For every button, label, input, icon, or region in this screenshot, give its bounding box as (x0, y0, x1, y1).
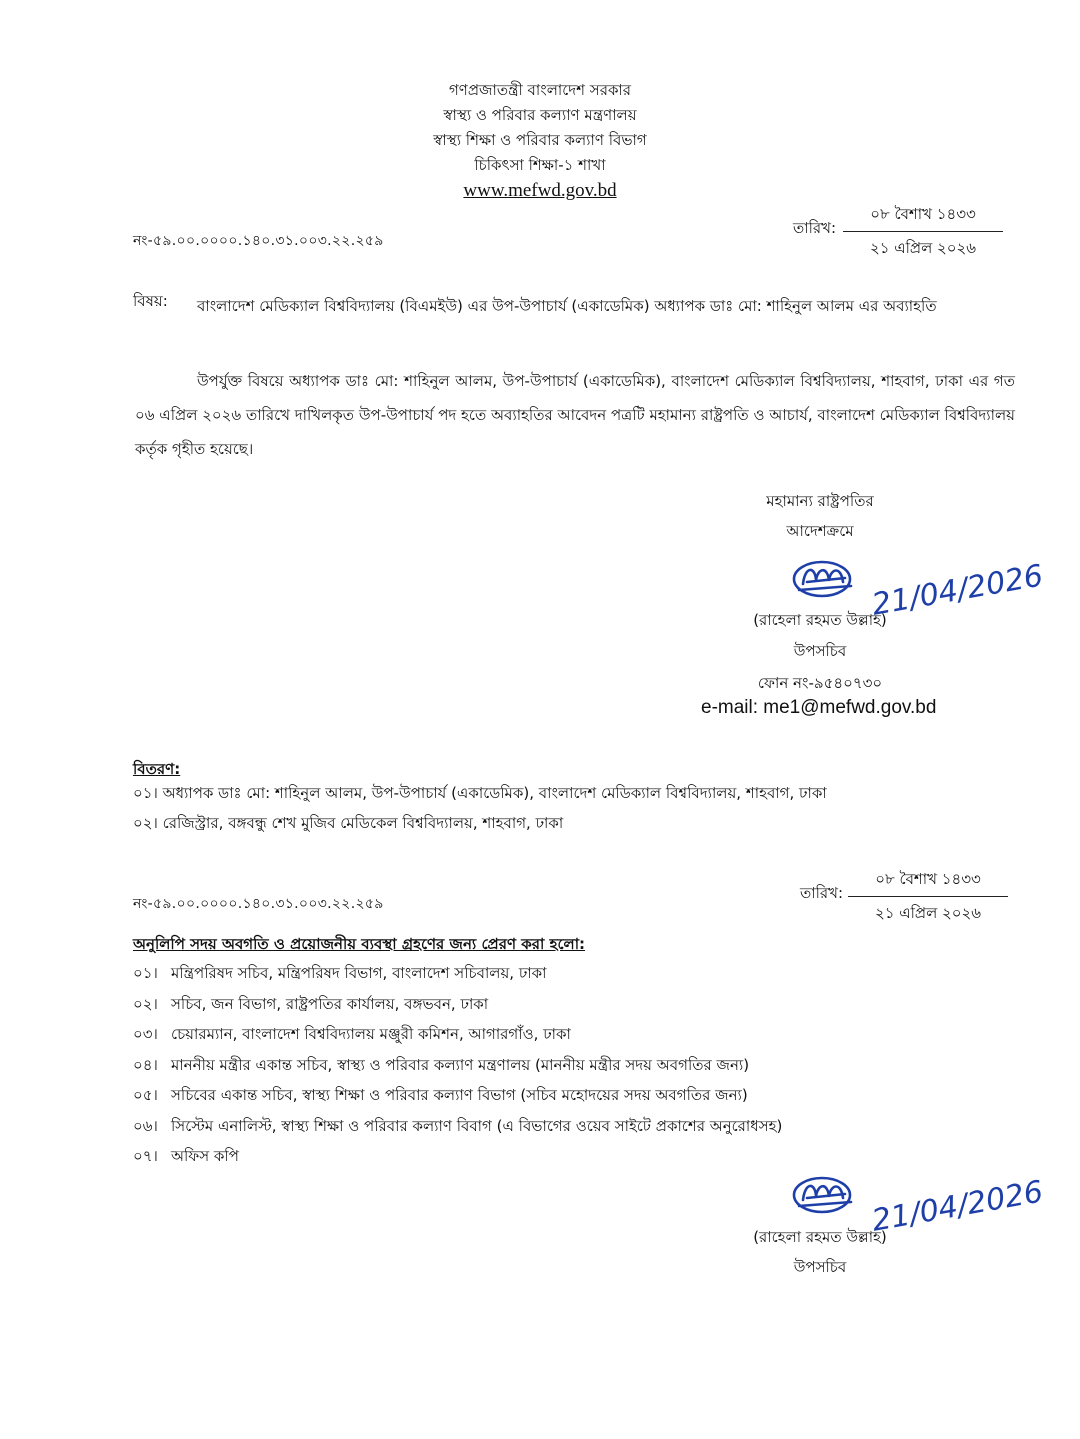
memo-date-label: তারিখ: (793, 219, 837, 237)
memo-date-box (843, 203, 1003, 262)
header-government: গণপ্রজাতন্ত্রী বাংলাদেশ সরকার (448, 81, 632, 99)
copy-date-bangla: ০৮ বৈশাখ ১৪৩৩ (848, 868, 1008, 897)
distribution-title: বিতরণ: (133, 760, 181, 778)
copy-signatory-designation: উপসচিব (793, 1258, 847, 1276)
header-branch: চিকিৎসা শিক্ষা-১ শাখা (474, 156, 606, 174)
signature-date-copy: 21/04/2026 (869, 1174, 1046, 1239)
signatory-phone: ফোন নং-৯৫৪০৭৩০ (757, 674, 883, 692)
distribution-item: ০২। রেজিস্ট্রার, বঙ্গবন্ধু শেখ মুজিব মেডিকেল বিশ্ববিদ্যালয়, শাহবাগ, ঢাকা (133, 814, 564, 832)
memo-date-bangla: ০৮ বৈশাখ ১৪৩৩ (843, 203, 1003, 232)
copy-reference-number: নং-৫৯.০০.০০০০.১৪০.৩১.০০৩.২২.২৫৯ (133, 896, 384, 912)
memo-body-paragraph: উপর্যুক্ত বিষয়ে অধ্যাপক ডাঃ মো: শাহিনুল আলম, উপ-উপাচার্য (একাডেমিক), বাংলাদেশ মেডিক্যাল বিশ্ববিদ্যালয়, শাহবাগ, ঢাকা এর গত ০৬ এপ্রিল ২০২৬ তারিখে দাখিলকৃত উপ-উপাচার্য পদ হতে অব্যাহতির আবেদন পত্রটি মহামান্য রাষ্ট্রপতি ও আচার্য, বাংলাদেশ মেডিক্যাল বিশ্ববিদ্যালয় কর্তৃক গৃহীত হয়েছে। (135, 372, 1015, 458)
copy-list-item: ০৭। অফিস কপি (133, 1147, 239, 1165)
copy-list-item: ০১। মন্ত্রিপরিষদ সচিব, মন্ত্রিপরিষদ বিভাগ, বাংলাদেশ সচিবালয়, ঢাকা (133, 964, 547, 982)
copy-date-box (848, 868, 1008, 927)
signatory-designation: উপসচিব (793, 642, 847, 660)
copy-date-label: তারিখ: (800, 884, 844, 902)
order-line-1: মহামান্য রাষ্ট্রপতির (766, 492, 874, 510)
copy-date-english: ২১ এপ্রিল ২০২৬ (874, 904, 982, 922)
memo-date-english: ২১ এপ্রিল ২০২৬ (869, 239, 977, 257)
signature-date: 21/04/2026 (869, 558, 1046, 623)
memo-reference-number: নং-৫৯.০০.০০০০.১৪০.৩১.০০৩.২২.২৫৯ (133, 233, 384, 249)
header-website-link[interactable]: www.mefwd.gov.bd (463, 180, 617, 201)
signatory-email[interactable]: e-mail: me1@mefwd.gov.bd (701, 697, 937, 718)
copy-list-item: ০৩। চেয়ারম্যান, বাংলাদেশ বিশ্ববিদ্যালয় মঞ্জুরী কমিশন, আগারগাঁও, ঢাকা (133, 1025, 571, 1043)
letter-header (0, 78, 1080, 203)
copy-list-item: ০৬। সিস্টেম এনালিস্ট, স্বাস্থ্য শিক্ষা ও পরিবার কল্যাণ বিবাগ (এ বিভাগের ওয়েব সাইটে প্রকাশের অনুরোধসহ) (133, 1116, 783, 1135)
subject-label: বিষয়: (133, 292, 168, 310)
copy-list (133, 958, 782, 1172)
copy-title: অনুলিপি সদয় অবগতি ও প্রয়োজনীয় ব্যবস্থা গ্রহণের জন্য প্রেরণ করা হলো: (133, 935, 586, 953)
signatory-name: (রাহেলা রহমত উল্লাহ) (753, 611, 887, 629)
handwritten-signature-copy (785, 1168, 1046, 1239)
copy-list-item: ০৪। মাননীয় মন্ত্রীর একান্ত সচিব, স্বাস্থ্য ও পরিবার কল্যাণ মন্ত্রণালয় (মাননীয় মন্ত্রীর সদয় অবগতির জন্য) (133, 1055, 750, 1074)
header-ministry: স্বাস্থ্য ও পরিবার কল্যাণ মন্ত্রণালয় (443, 106, 637, 124)
header-division: স্বাস্থ্য শিক্ষা ও পরিবার কল্যাণ বিভাগ (433, 131, 647, 149)
subject-text: বাংলাদেশ মেডিক্যাল বিশ্ববিদ্যালয় (বিএমইউ) এর উপ-উপাচার্য (একাডেমিক) অধ্যাপক ডাঃ মো: শাহিনুল আলম এর অব্যাহতি (197, 297, 937, 315)
copy-signatory-name: (রাহেলা রহমত উল্লাহ) (753, 1228, 887, 1246)
distribution-list (133, 778, 827, 838)
copy-list-item: ০৫। সচিবের একান্ত সচিব, স্বাস্থ্য শিক্ষা ও পরিবার কল্যাণ বিভাগ (সচিব মহোদয়ের সদয় অবগতির জন্য) (133, 1086, 748, 1104)
distribution-item: ০১। অধ্যাপক ডাঃ মো: শাহিনুল আলম, উপ-উপাচার্য (একাডেমিক), বাংলাদেশ মেডিক্যাল বিশ্ববিদ্যালয়, শাহবাগ, ঢাকা (133, 784, 827, 802)
copy-list-item: ০২। সচিব, জন বিভাগ, রাষ্ট্রপতির কার্যালয়, বঙ্গভবন, ঢাকা (133, 994, 489, 1013)
order-line-2: আদেশক্রমে (786, 522, 854, 540)
